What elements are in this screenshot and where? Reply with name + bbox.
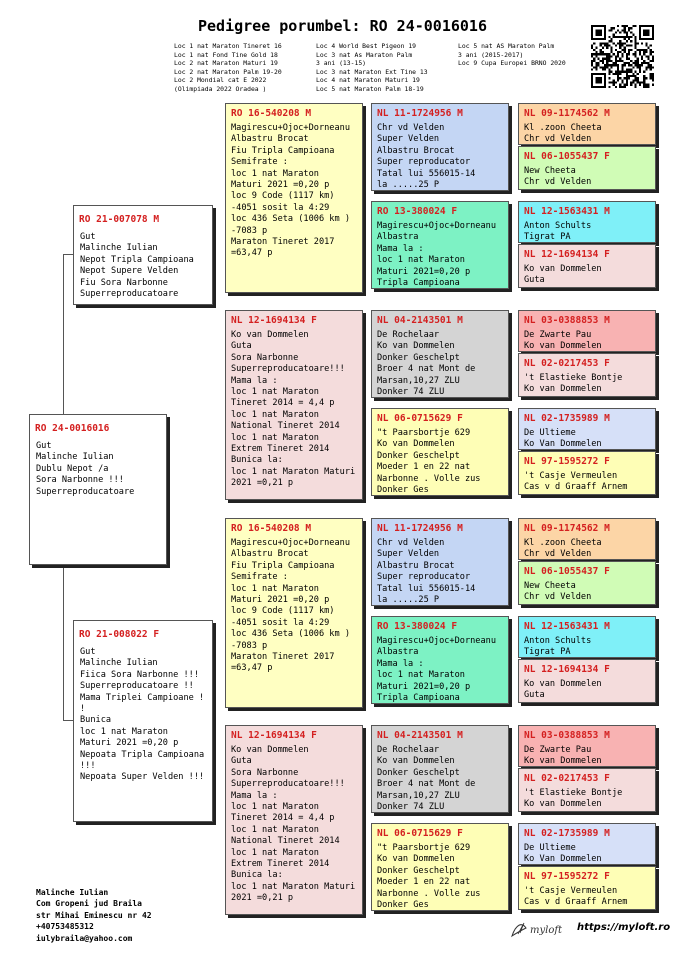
dam-ggg-1-card [518,518,656,560]
dam-ggg-6-ring: NL 02-0217453 F [524,773,610,784]
page-title: Pedigree porumbel: RO 24-0016016 [198,17,487,35]
dam-gg-2-ring: RO 13-380024 F [377,621,458,632]
sire-ggg-1-ring: NL 09-1174562 M [524,108,610,119]
owner-info: Malinche Iulian Com Gropeni jud Braila str Mihai Eminescu nr 42 +40753485312 iulybraila@yahoo.com [36,888,152,943]
dam-gg-3-text: De Rochelaar Ko van Dommelen Donker Geschelpt Broer 4 nat Mont de Marsan,10,27 ZLU Donker 74 ZLU [377,745,476,813]
dam-grandsire-ring: RO 16-540208 M [231,523,312,534]
sire-granddam-card [225,310,363,500]
sire-ggg-5-text: De Zwarte Pau Ko van Dommelen [524,330,602,352]
dam-grandsire-card [225,518,363,708]
sire-granddam-text: Ko van Dommelen Guta Sora Narbonne Superreproducatoare!!! Mama la : loc 1 nat Maraton Tineret 2014 = 4,4 p loc 1 nat Maraton National Tineret 2014 loc 1 nat Maraton Extrem Tineret 2014 Bunica la: loc 1 nat Maraton Maturi 2021 =0,21 p [231,330,356,489]
dam-ggg-2-text: New Cheeta Chr vd Velden [524,581,592,603]
dam-card [73,620,213,822]
sire-ggg-3-text: Anton Schults Tigrat PA [524,221,592,243]
dam-ggg-3-ring: NL 12-1563431 M [524,621,610,632]
sire-ggg-1-text: Kl .zoon Cheeta Chr vd Velden [524,123,602,145]
sire-gg-4-card [371,408,509,496]
sire-grandsire-text: Magirescu+Ojoc+Dorneanu Albastru Brocat Fiu Tripla Campioana Semifrate : loc 1 nat Maraton Maturi 2021 =0,20 p loc 9 Code (1117 km) -4051 sosit la 4:29 loc 436 Seta (1006 km ) -7083 p Maraton Tineret 2017 =63,47 p [231,123,350,259]
dam-gg-3-ring: NL 04-2143501 M [377,730,463,741]
dam-ggg-3-text: Anton Schults Tigrat PA [524,636,592,658]
dam-granddam-text: Ko van Dommelen Guta Sora Narbonne Superreproducatoare!!! Mama la : loc 1 nat Maraton Tineret 2014 = 4,4 p loc 1 nat Maraton National Tineret 2014 loc 1 nat Maraton Extrem Tineret 2014 Bunica la: loc 1 nat Maraton Maturi 2021 =0,21 p [231,745,356,904]
dam-ggg-4-card [518,659,656,703]
sire-ggg-2-card [518,146,656,190]
achievements-col-1: Loc 1 nat Maraton Tineret 16 Loc 1 nat Fond Tine Gold 18 Loc 2 nat Maraton Maturi 19 Loc 2 nat Maraton Palm 19-20 Loc 2 Mondial cat E 2022 (Olimpiada 2022 Oradea ) [174,42,282,93]
dam-text: Gut Malinche Iulian Fiica Sora Narbonne !!! Superreproducatoare !! Mama Triplei Campioane ! ! Bunica loc 1 nat Maraton Maturi 2021 =0,20 p Nepoata Tripla Campioana !!! Nepoata Super Velden !!! [80,647,205,783]
sire-ggg-4-card [518,244,656,288]
logo-text: myloft [530,925,563,936]
dam-ggg-7-text: De Ultieme Ko Van Dommelen [524,843,602,865]
dam-gg-4-text: "t Paarsbortje 629 Ko van Dommelen Donker Geschelpt Moeder 1 en 22 nat Narbonne . Volle zus Donker Ges [377,843,481,911]
sire-gg-4-text: "t Paarsbortje 629 Ko van Dommelen Donker Geschelpt Moeder 1 en 22 nat Narbonne . Volle zus Donker Ges [377,428,481,496]
sire-ggg-2-ring: NL 06-1055437 F [524,151,610,162]
sire-ggg-5-card [518,310,656,352]
sire-text: Gut Malinche Iulian Nepot Tripla Campioana Nepot Supere Velden Fiu Sora Narbonne Superreproducatoare [80,232,194,300]
sire-ggg-3-ring: NL 12-1563431 M [524,206,610,217]
dam-ggg-2-card [518,561,656,605]
dam-gg-2-text: Magirescu+Ojoc+Dorneanu Albastra Mama la : loc 1 nat Maraton Maturi 2021=0,20 p Tripla Campioana [377,636,496,704]
sire-grandsire-ring: RO 16-540208 M [231,108,312,119]
dam-ggg-5-card [518,725,656,767]
achievements-col-3: Loc 5 nat AS Maraton Palm 3 ani (2015-2017) Loc 9 Cupa Europei BRNO 2020 [458,42,566,68]
sire-ggg-4-ring: NL 12-1694134 F [524,249,610,260]
sire-ring: RO 21-007078 M [79,214,160,225]
subject-card [29,414,167,565]
sire-ggg-6-ring: NL 02-0217453 F [524,358,610,369]
dam-ggg-3-card [518,616,656,658]
dam-granddam-ring: NL 12-1694134 F [231,730,317,741]
sire-card [73,205,213,305]
dam-granddam-card [225,725,363,915]
achievements-col-2: Loc 4 World Best Pigeon 19 Loc 3 nat As Maraton Palm 3 ani (13-15) Loc 3 nat Maraton Ext Tine 13 Loc 4 nat Maraton Maturi 19 Loc 5 nat Maraton Palm 18-19 [316,42,428,93]
sire-gg-2-text: Magirescu+Ojoc+Dorneanu Albastra Mama la : loc 1 nat Maraton Maturi 2021=0,20 p Tripla Campioana [377,221,496,289]
sire-gg-1-text: Chr vd Velden Super Velden Albastru Brocat Super reproducator Tatal lui 556015-14 la .....25 P [377,123,476,191]
sire-ggg-5-ring: NL 03-0388853 M [524,315,610,326]
dam-ggg-8-text: 't Casje Vermeulen Cas v d Graaff Arnem [524,886,628,908]
dam-gg-4-card [371,823,509,911]
sire-ggg-8-text: 't Casje Vermeulen Cas v d Graaff Arnem [524,471,628,493]
dam-ggg-6-card [518,768,656,812]
sire-ggg-6-text: 't Elastieke Bontje Ko van Dommelen [524,373,623,395]
dam-ggg-6-text: 't Elastieke Bontje Ko van Dommelen [524,788,623,810]
sire-ggg-3-card [518,201,656,243]
dam-ring: RO 21-008022 F [79,629,160,640]
dam-ggg-7-ring: NL 02-1735989 M [524,828,610,839]
sire-ggg-8-card [518,451,656,495]
dam-ggg-4-ring: NL 12-1694134 F [524,664,610,675]
sire-grandsire-card [225,103,363,293]
sire-ggg-7-text: De Ultieme Ko Van Dommelen [524,428,602,450]
dam-ggg-8-ring: NL 97-1595272 F [524,871,610,882]
sire-gg-4-ring: NL 06-0715629 F [377,413,463,424]
dam-ggg-1-ring: NL 09-1174562 M [524,523,610,534]
dam-gg-1-text: Chr vd Velden Super Velden Albastru Brocat Super reproducator Tatal lui 556015-14 la .....25 P [377,538,476,606]
sire-gg-2-card [371,201,509,289]
sire-gg-2-ring: RO 13-380024 F [377,206,458,217]
subject-ring: RO 24-0016016 [35,423,110,434]
sire-gg-3-ring: NL 04-2143501 M [377,315,463,326]
sire-gg-1-card [371,103,509,191]
dam-gg-1-card [371,518,509,606]
sire-ggg-1-card [518,103,656,145]
qr-code-icon [591,25,654,88]
dam-ggg-1-text: Kl .zoon Cheeta Chr vd Velden [524,538,602,560]
sire-ggg-2-text: New Cheeta Chr vd Velden [524,166,592,188]
sire-gg-1-ring: NL 11-1724956 M [377,108,463,119]
dam-ggg-7-card [518,823,656,865]
website-link[interactable]: https://myloft.ro [577,922,671,933]
sire-ggg-7-ring: NL 02-1735989 M [524,413,610,424]
dam-ggg-5-ring: NL 03-0388853 M [524,730,610,741]
dam-ggg-4-text: Ko van Dommelen Guta [524,679,602,701]
dam-gg-1-ring: NL 11-1724956 M [377,523,463,534]
subject-text: Gut Malinche Iulian Dublu Nepot /a Sora Narbonne !!! Superreproducatoare [36,441,135,497]
dam-gg-3-card [371,725,509,813]
sire-gg-3-card [371,310,509,398]
dam-ggg-5-text: De Zwarte Pau Ko van Dommelen [524,745,602,767]
sire-granddam-ring: NL 12-1694134 F [231,315,317,326]
myloft-logo-icon [508,918,570,940]
sire-gg-3-text: De Rochelaar Ko van Dommelen Donker Geschelpt Broer 4 nat Mont de Marsan,10,27 ZLU Donker 74 ZLU [377,330,476,398]
sire-ggg-7-card [518,408,656,450]
dam-grandsire-text: Magirescu+Ojoc+Dorneanu Albastru Brocat Fiu Tripla Campioana Semifrate : loc 1 nat Maraton Maturi 2021 =0,20 p loc 9 Code (1117 km) -4051 sosit la 4:29 loc 436 Seta (1006 km ) -7083 p Maraton Tineret 2017 =63,47 p [231,538,350,674]
sire-ggg-6-card [518,353,656,397]
dam-ggg-8-card [518,866,656,910]
dam-gg-2-card [371,616,509,704]
sire-ggg-4-text: Ko van Dommelen Guta [524,264,602,286]
dam-gg-4-ring: NL 06-0715629 F [377,828,463,839]
dam-ggg-2-ring: NL 06-1055437 F [524,566,610,577]
sire-ggg-8-ring: NL 97-1595272 F [524,456,610,467]
